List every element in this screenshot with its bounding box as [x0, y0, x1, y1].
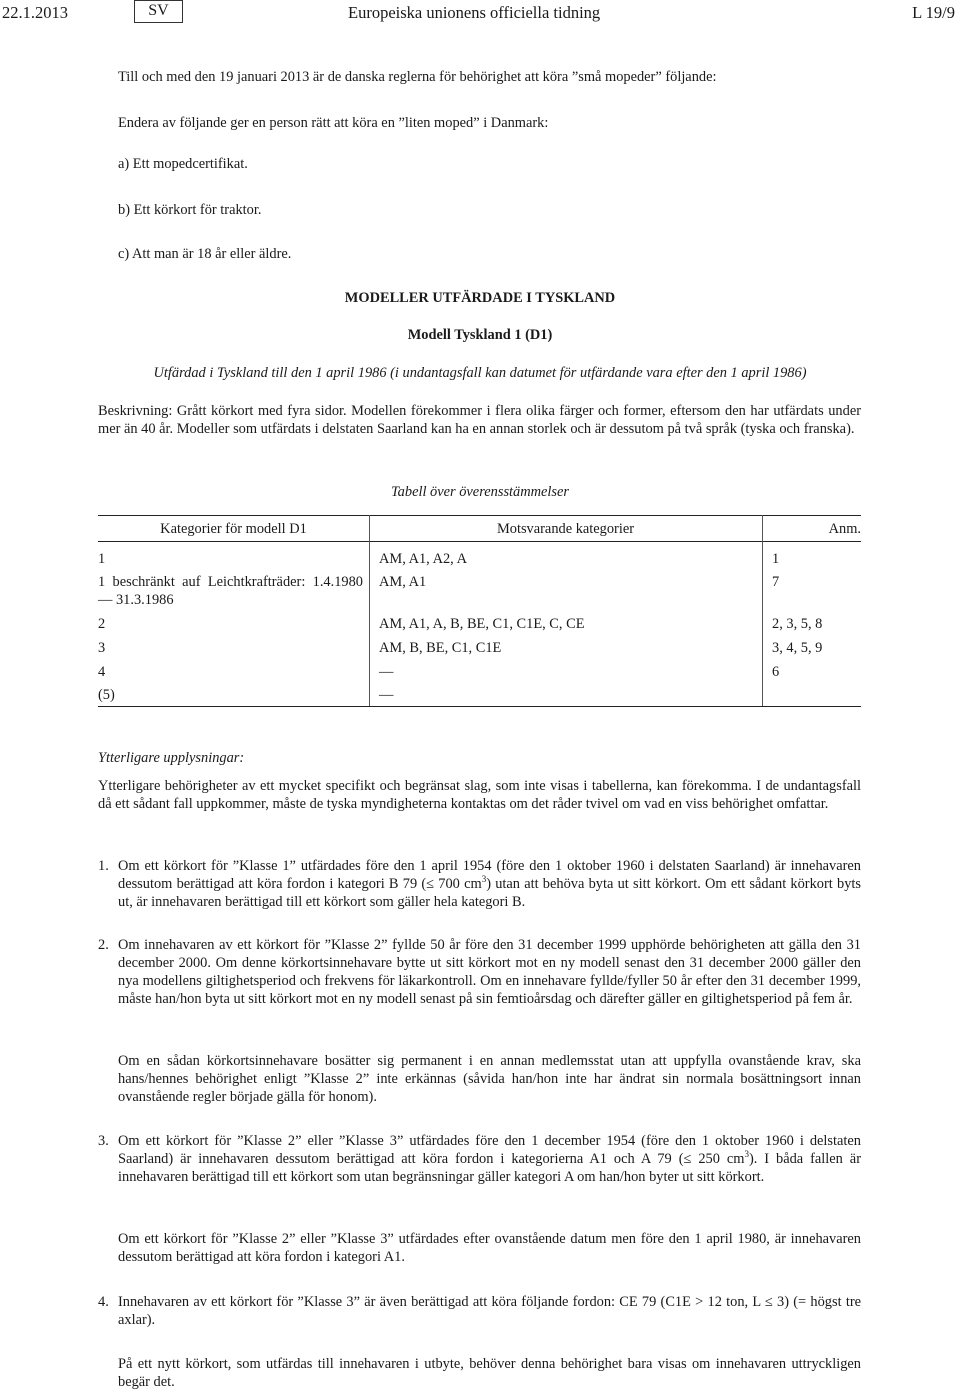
- table-caption: Tabell över överensstämmelser: [391, 484, 569, 500]
- intro-item-b: b) Ett körkort för traktor.: [118, 202, 262, 218]
- note-number: 4.: [98, 1294, 109, 1310]
- intro-item-a: a) Ett mopedcertifikat.: [118, 156, 248, 172]
- table-cell: 1: [772, 551, 780, 567]
- table-cell: 4: [98, 664, 106, 680]
- note-1-superscript: 3: [481, 874, 487, 885]
- note-3-continuation: Om ett körkort för ”Klasse 2” eller ”Klasse 3” utfärdades efter ovanstående datum men före den 1 april 1980, är innehavaren dessutom berättigad att köra fordon i kategori A1.: [118, 1231, 861, 1265]
- note-2-text: Om innehavaren av ett körkort för ”Klasse 2” fyllde 50 år före den 31 december 1999 upphörde behörigheten att gälla den 31 december 2000. Om denne körkortsinnehavare bytte ut sitt körkort mot en ny modell senast den 31 december 2000 gäller den nya modellens giltighetsperiod och frekvens för läkarkontroll. Om en innehavare fyllde/fyller 50 år efter den 31 december 1999, måste han/hon byta ut sitt körkort mot en ny modell senast på sin femtioårsdag och därefter gäller en giltighetsperiod på fem år.: [118, 937, 861, 1007]
- note-1-text: [118, 857, 861, 911]
- table-bottom-rule: [98, 706, 861, 707]
- intro-line-2: Endera av följande ger en person rätt att köra en ”liten moped” i Danmark:: [118, 115, 549, 131]
- table-col-divider-1: [369, 515, 370, 706]
- table-col-divider-2: [762, 515, 763, 706]
- table-cell: 2: [98, 616, 106, 632]
- note-1-text-b: ) utan att behöva byta ut sitt körkort. Om ett sådant körkort byts ut, är innehavaren berättigad till ett körkort som gäller hela kategori B.: [118, 876, 861, 910]
- intro-line-1: Till och med den 19 januari 2013 är de danska reglerna för behörighet att köra ”små mopeder” följande:: [118, 69, 717, 85]
- table-cell: 1: [98, 551, 106, 567]
- note-3-superscript: 3: [744, 1149, 749, 1160]
- table-cell: AM, B, BE, C1, C1E: [379, 640, 502, 656]
- section-title: MODELLER UTFÄRDADE I TYSKLAND: [344, 290, 616, 306]
- page-number: L 19/9: [912, 3, 955, 22]
- note-number: 3.: [98, 1133, 109, 1149]
- note-3-text: [118, 1132, 861, 1186]
- table-cell: 6: [772, 664, 780, 680]
- table-cell: (5): [98, 687, 115, 703]
- model-title: Modell Tyskland 1 (D1): [407, 327, 553, 343]
- table-top-rule: [98, 515, 861, 516]
- publication-date: 22.1.2013: [2, 3, 68, 22]
- note-2-continuation: Om en sådan körkortsinnehavare bosätter sig permanent i en annan medlemsstat utan att uppfylla ovanstående krav, ska hans/hennes behörighet enligt ”Klasse 2” inte erkännas (såvida han/hon inte har ändrat sin normala bosättningsort innan ovanstående regler började gälla för honom).: [118, 1053, 861, 1105]
- more-info-text: Ytterligare behörigheter av ett mycket specifikt och begränsat slag, som inte visas i tabellerna, kan förekomma. I de undantagsfall då ett sådant fall uppkommer, måste de tyska myndigheterna kontaktas om det råder tvivel om vad en viss behörighet omfattar.: [98, 778, 861, 812]
- issued-note: Utfärdad i Tyskland till den 1 april 1986 (i undantagsfall kan datumet för utfärdande vara efter den 1 april 1986): [153, 365, 807, 381]
- more-info-title: Ytterligare upplysningar:: [98, 750, 245, 766]
- note-3-text-a: Om ett körkort för ”Klasse 2” eller ”Klasse 3” utfärdades före den 1 december 1954 (före den 1 oktober 1960 i delstaten Saarland) är innehavaren dessutom berättigad att köra fordon i kategorierna A1 och A 79 (≤ 250 cm: [118, 1133, 861, 1167]
- language-badge: SV: [134, 0, 183, 23]
- intro-item-c: c) Att man är 18 år eller äldre.: [118, 246, 292, 262]
- table-cell: —: [379, 664, 394, 680]
- model-description: Beskrivning: Grått körkort med fyra sidor. Modellen förekommer i flera olika färger och former, eftersom den har utfärdats under mer än 40 år. Modeller som utfärdats i delstaten Saarland kan ha en annan storlek och är dessutom på två språk (tyska och franska).: [98, 403, 861, 437]
- table-cell: 1 beschränkt auf Leichtkrafträder: 1.4.1980 — 31.3.1986: [98, 574, 363, 608]
- table-cell: AM, A1, A2, A: [379, 551, 467, 567]
- table-cell: 2, 3, 5, 8: [772, 616, 823, 632]
- note-4-text: Innehavaren av ett körkort för ”Klasse 3” är även berättigad att köra följande fordon: CE 79 (C1E > 12 ton, L ≤ 3) (= högst tre axlar).: [118, 1294, 861, 1328]
- note-number: 1.: [98, 858, 109, 874]
- table-cell: —: [379, 687, 394, 703]
- table-cell: AM, A1: [379, 574, 427, 590]
- journal-title: Europeiska unionens officiella tidning: [348, 3, 601, 22]
- page-header: [0, 0, 960, 24]
- note-1-text-a: Om ett körkort för ”Klasse 1” utfärdades före den 1 april 1954 (före den 1 oktober 1960 i delstaten Saarland) är innehavaren dessutom berättigad att köra fordon i kategori B 79 (≤ 700 cm: [118, 858, 861, 892]
- table-header-categories: Kategorier för modell D1: [160, 521, 307, 537]
- table-header-notes: Anm.: [828, 521, 861, 537]
- table-header-equivalent: Motsvarande kategorier: [496, 521, 635, 537]
- note-3-text-b: ). I båda fallen är innehavaren berättigad till ett körkort som utan begränsningar gäller kategori A om han/hon byter ut sitt körkort.: [118, 1151, 861, 1185]
- note-4-continuation: På ett nytt körkort, som utfärdas till innehavaren i utbyte, behöver denna behörighet bara visas om innehavaren uttryckligen begär det.: [118, 1356, 861, 1390]
- table-cell: 3, 4, 5, 9: [772, 640, 823, 656]
- table-header-rule: [98, 541, 861, 542]
- note-number: 2.: [98, 937, 109, 953]
- table-cell: 7: [772, 574, 780, 590]
- table-cell: 3: [98, 640, 106, 656]
- table-cell: AM, A1, A, B, BE, C1, C1E, C, CE: [379, 616, 585, 632]
